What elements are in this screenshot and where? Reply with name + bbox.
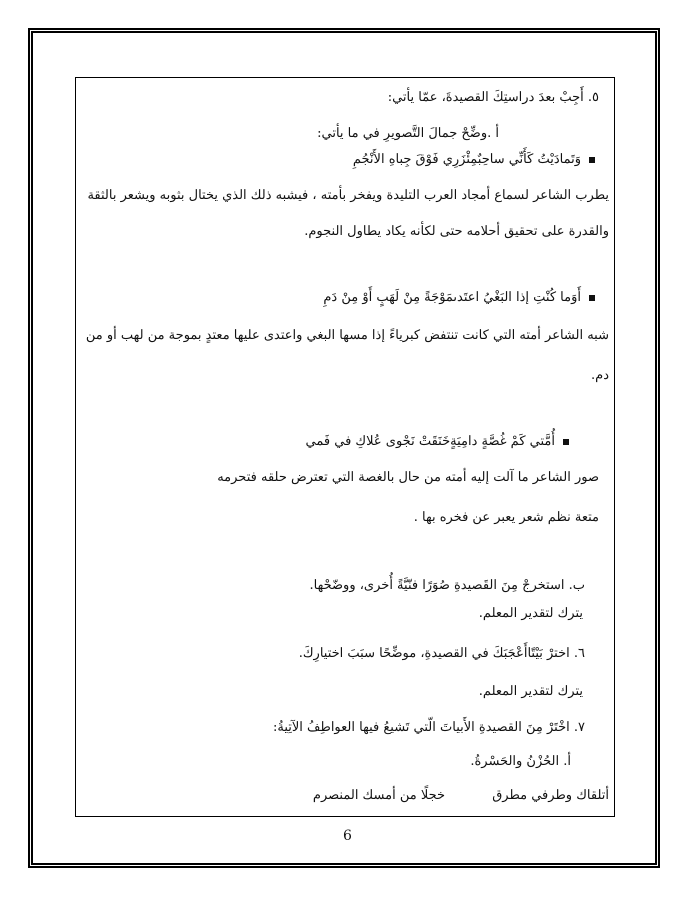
q5-item2-verse [323,288,595,308]
q6-answer: يترك لتقدير المعلم. [478,684,583,699]
bullet-square-icon [589,157,595,163]
q5-item3-explanation-line1: صور الشاعر ما آلت إليه أمته من حال بالغصة التي تعترض حلقه فتحرمه [217,470,599,485]
q7-verse-first-half: أتلقاك وطرفي مطرق [492,788,609,803]
q5-item1-verse [353,150,595,170]
q6-heading: ٦. اخترْ بَيْتًاأَعْجَبَكَ في القصيدةِ، موضِّحًا سبَبَ اختيارِكَ. [298,646,585,661]
q7-verse-second-half: خجلًا من أمسك المنصرم [312,788,445,803]
q5-heading: ٥. أَجِبْ بعدَ دراستِكَ القصيدةَ، عمّا يأتي: [387,90,599,105]
q5-item1-explanation-line1: يطرب الشاعر لسماع أمجاد العرب التليدة ويفخر بأمته ، فيشبه ذلك الذي يختال بثوبه ويشعر بالثقة [87,188,609,203]
q7-heading: ٧. اخْتَرْ مِنَ القصيدةِ الأَبياتَ الّتي تَشيعُ فيها العواطِفُ الآتِيةُ: [272,720,585,735]
q5-item3-verse [306,432,569,452]
verse-text: أُمَّتي كَمْ غُصَّةٍ دامِيَةٍخَنَقَتْ نَجْوى عُلاكِ في فَمي [305,434,555,449]
bullet-square-icon [563,439,569,445]
q5-sub-a: أ .وضِّحْ جمالَ التَّصويرِ في ما يأتي: [317,126,499,141]
q5-sub-b: ب. استخرجْ مِنَ القَصيدةِ صُوَرًا فنّيَّةً أُخرى، ووضّحْها. [309,578,585,593]
q5-sub-b-answer: يترك لتقدير المعلم. [478,606,583,621]
q7-sub-a: أ. الحُزْنُ والحَسْرةُ. [470,754,571,769]
q5-item3-explanation-line2: متعة نظم شعر يعبر عن فخره بها . [413,510,599,525]
q5-item2-explanation-line2: دم. [591,368,609,383]
q5-item1-explanation-line2: والقدرة على تحقيق أحلامه حتى لكأنه يكاد يطاول النجوم. [304,224,609,239]
bullet-square-icon [589,295,595,301]
verse-text: وَتَمادَيْتُ كَأَنِّي ساحِبٌمِئْزَرِي فَوْقَ جِباهِ الأَنْجُمِ [352,152,581,167]
page-number: 6 [343,828,352,844]
verse-text: أَوَما كُنْتِ إذا البَغْيُ اعتَدىمَوْجَةً مِنْ لَهَبٍ أَوْ مِنْ دَمِ [323,290,581,305]
q5-item2-explanation-line1: شبه الشاعر أمته التي كانت تنتفض كبرياءً إذا مسها البغي واعتدى عليها معتدٍ بموجة من لهب أو من [85,328,609,343]
